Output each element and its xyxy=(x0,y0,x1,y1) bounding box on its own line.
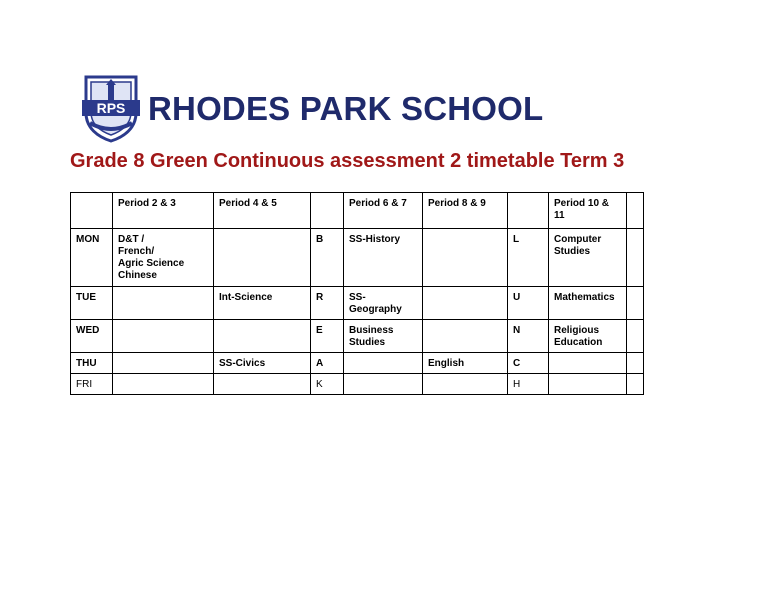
day-cell: TUE xyxy=(71,287,113,320)
table-cell: Int-Science xyxy=(214,287,311,320)
table-cell: Mathematics xyxy=(549,287,627,320)
table-cell: Business Studies xyxy=(344,320,423,353)
day-cell: FRI xyxy=(71,374,113,395)
table-row xyxy=(71,287,644,320)
table-cell xyxy=(549,353,627,374)
table-cell xyxy=(549,374,627,395)
table-cell xyxy=(214,374,311,395)
school-crest-logo xyxy=(80,73,142,143)
day-cell: WED xyxy=(71,320,113,353)
table-cell: E xyxy=(311,320,344,353)
header-cell: Period 2 & 3 xyxy=(113,193,214,229)
table-cell xyxy=(423,320,508,353)
table-cell: SS- Geography xyxy=(344,287,423,320)
day-cell: MON xyxy=(71,229,113,287)
table-cell xyxy=(627,320,644,353)
table-cell: C xyxy=(508,353,549,374)
table-cell: B xyxy=(311,229,344,287)
table-cell xyxy=(113,287,214,320)
header-cell xyxy=(627,193,644,229)
table-cell: K xyxy=(311,374,344,395)
timetable-table xyxy=(70,192,644,395)
header-cell xyxy=(311,193,344,229)
table-cell xyxy=(344,374,423,395)
day-cell: THU xyxy=(71,353,113,374)
table-cell xyxy=(423,287,508,320)
header-cell xyxy=(508,193,549,229)
table-cell: A xyxy=(311,353,344,374)
table-cell xyxy=(214,229,311,287)
table-cell: Religious Education xyxy=(549,320,627,353)
table-cell xyxy=(627,287,644,320)
table-cell xyxy=(423,374,508,395)
table-cell: H xyxy=(508,374,549,395)
table-cell: D&T / French/ Agric Science Chinese xyxy=(113,229,214,287)
school-header xyxy=(80,72,543,144)
table-cell xyxy=(113,320,214,353)
table-cell: L xyxy=(508,229,549,287)
header-cell: Period 8 & 9 xyxy=(423,193,508,229)
table-cell: English xyxy=(423,353,508,374)
page-title: Grade 8 Green Continuous assessment 2 timetable Term 3 xyxy=(70,150,625,172)
table-cell xyxy=(214,320,311,353)
table-cell xyxy=(627,353,644,374)
table-cell xyxy=(113,353,214,374)
table-cell: SS-History xyxy=(344,229,423,287)
table-row xyxy=(71,353,644,374)
school-name: RHODES PARK SCHOOL xyxy=(148,89,544,127)
table-cell xyxy=(627,374,644,395)
table-header-row xyxy=(71,193,644,229)
table-cell xyxy=(423,229,508,287)
table-row xyxy=(71,374,644,395)
crest-initials: RPS xyxy=(96,100,126,116)
header-cell xyxy=(71,193,113,229)
table-cell: U xyxy=(508,287,549,320)
table-cell xyxy=(344,353,423,374)
table-row xyxy=(71,320,644,353)
table-cell xyxy=(627,229,644,287)
header-cell: Period 4 & 5 xyxy=(214,193,311,229)
table-cell: SS-Civics xyxy=(214,353,311,374)
table-row xyxy=(71,229,644,287)
table-cell: Computer Studies xyxy=(549,229,627,287)
table-cell: R xyxy=(311,287,344,320)
header-cell: Period 10 & 11 xyxy=(549,193,627,229)
table-cell xyxy=(113,374,214,395)
table-cell: N xyxy=(508,320,549,353)
header-cell: Period 6 & 7 xyxy=(344,193,423,229)
